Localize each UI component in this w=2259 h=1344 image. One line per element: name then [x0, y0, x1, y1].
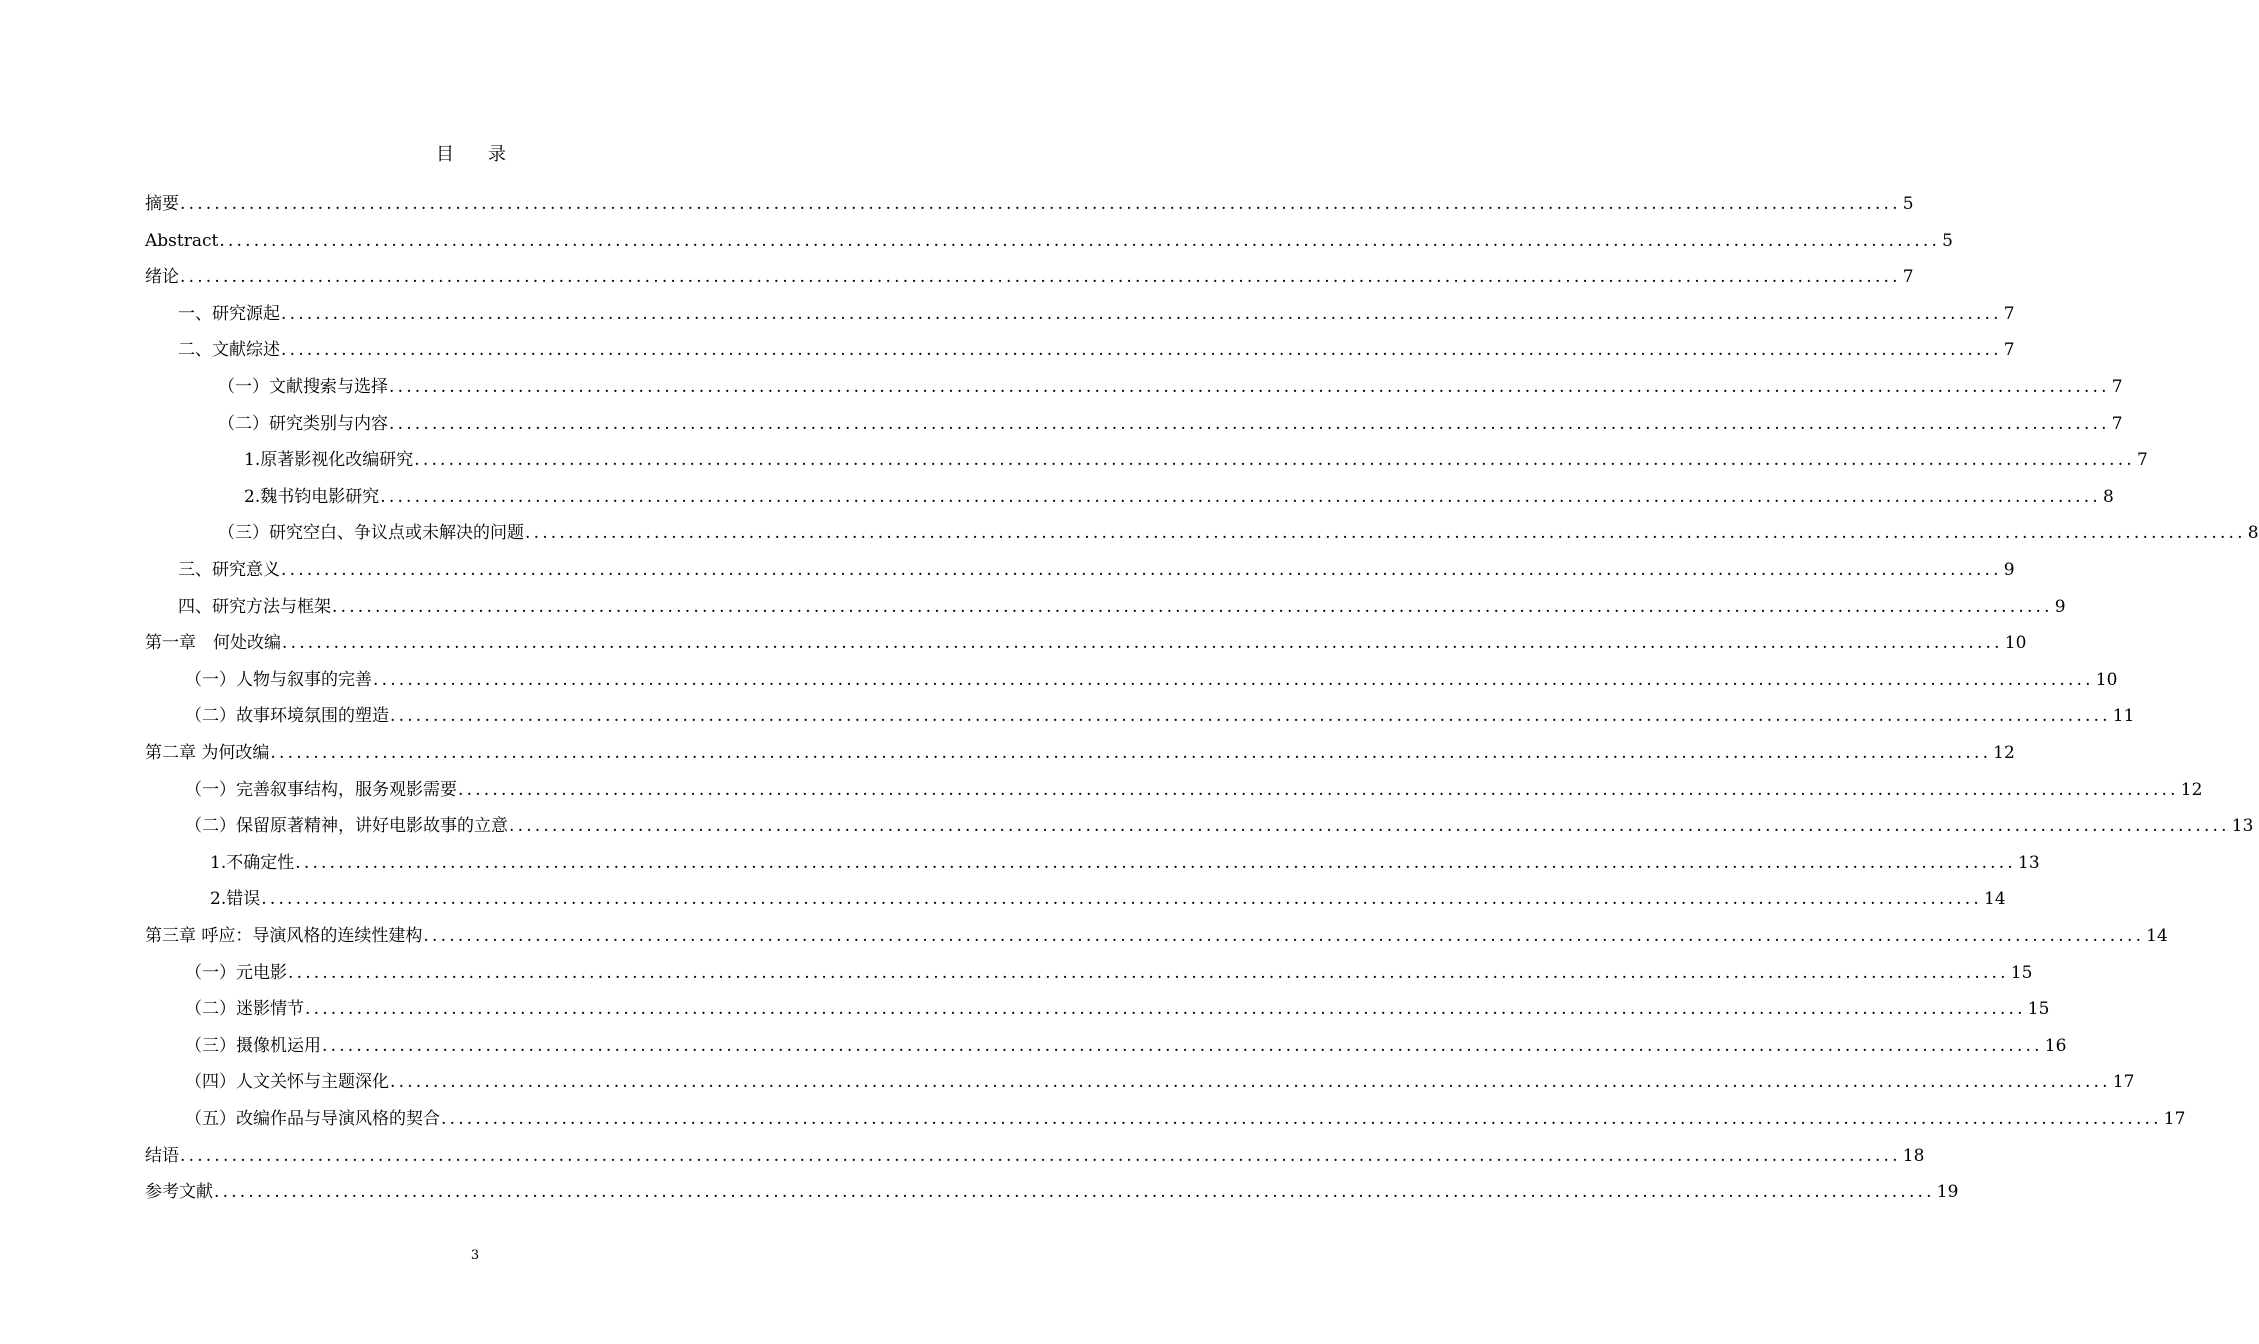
toc-entry-label: 参考文献	[145, 1182, 213, 1203]
toc-entry-label: 摘要	[145, 194, 179, 214]
toc-entry[interactable]	[218, 375, 2123, 399]
dot-leader: ........................................................................................................................................................................................................	[414, 450, 2135, 471]
toc-entry[interactable]	[178, 338, 2015, 362]
toc-entry-page-number: 15	[2027, 999, 2050, 1020]
dot-leader: ........................................................................................................................................................................................................	[219, 230, 1941, 251]
toc-entry-label: （二）故事环境氛围的塑造	[185, 706, 389, 727]
toc-entry-page-number: 10	[2095, 669, 2118, 690]
toc-entry[interactable]	[185, 1070, 2135, 1094]
toc-entry-label: （一）人物与叙事的完善	[185, 669, 372, 690]
toc-entry-label: Abstract	[145, 230, 219, 251]
toc-entry-page-number: 9	[2003, 560, 2015, 580]
dot-leader: ........................................................................................................................................................................................................	[180, 194, 1901, 214]
toc-entry-page-number: 17	[2112, 1072, 2135, 1093]
toc-entry-page-number: 12	[1993, 743, 2015, 763]
toc-entry-label: 结语	[145, 1145, 179, 1166]
toc-entry-label: 三、研究意义	[178, 560, 280, 580]
toc-entry-page-number: 10	[2004, 633, 2027, 654]
toc-entry-label: 第三章 呼应：导演风格的连续性建构	[145, 926, 423, 946]
toc-entry-page-number: 14	[2146, 926, 2168, 946]
dot-leader: ........................................................................................................................................................................................................	[380, 486, 2101, 507]
toc-entry-label: （一）完善叙事结构，服务观影需要	[185, 779, 457, 800]
dot-leader: ........................................................................................................................................................................................................	[282, 633, 2003, 654]
dot-leader: ........................................................................................................................................................................................................	[423, 926, 2145, 946]
dot-leader: ........................................................................................................................................................................................................	[281, 340, 2002, 361]
dot-leader: ........................................................................................................................................................................................................	[322, 1035, 2043, 1056]
dot-leader: ........................................................................................................................................................................................................	[441, 1109, 2162, 1129]
toc-entry-page-number: 7	[1902, 267, 1914, 288]
toc-entry[interactable]	[185, 997, 2050, 1021]
toc-entry[interactable]	[178, 302, 2015, 326]
toc-entry-label: 1.不确定性	[210, 852, 295, 873]
toc-entry-label: （一）文献搜索与选择	[218, 377, 388, 397]
dot-leader: ........................................................................................................................................................................................................	[214, 1182, 1935, 1203]
toc-entry-page-number: 18	[1902, 1145, 1925, 1166]
dot-leader: ........................................................................................................................................................................................................	[525, 523, 2246, 544]
toc-entry-label: 二、文献综述	[178, 340, 280, 361]
dot-leader: ........................................................................................................................................................................................................	[305, 999, 2026, 1020]
toc-entry-page-number: 8	[2247, 523, 2259, 544]
toc-entry[interactable]	[185, 1034, 2067, 1058]
toc-entry-page-number: 16	[2044, 1035, 2067, 1056]
page-number-footer: 3	[470, 1248, 480, 1263]
toc-entry-page-number: 12	[2180, 779, 2203, 800]
dot-leader: ........................................................................................................................................................................................................	[389, 413, 2110, 434]
toc-entry-page-number: 14	[1984, 889, 2006, 910]
toc-entry-label: （四）人文关怀与主题深化	[185, 1072, 389, 1093]
dot-leader: ........................................................................................................................................................................................................	[281, 560, 2002, 580]
dot-leader: ........................................................................................................................................................................................................	[295, 852, 2016, 873]
toc-entry[interactable]	[178, 558, 2015, 582]
toc-entry-label: 第一章 何处改编	[145, 633, 281, 654]
toc-entry[interactable]	[145, 1180, 1959, 1204]
toc-entry-label: 绪论	[145, 267, 179, 288]
dot-leader: ........................................................................................................................................................................................................	[332, 596, 2053, 617]
toc-entry[interactable]	[244, 448, 2148, 472]
toc-entry-label: （五）改编作品与导演风格的契合	[185, 1109, 440, 1129]
dot-leader: ........................................................................................................................................................................................................	[180, 1145, 1901, 1166]
toc-entry-label: （三）摄像机运用	[185, 1035, 321, 1056]
toc-entry-page-number: 5	[1902, 194, 1914, 214]
toc-entry-page-number: 7	[2137, 450, 2148, 471]
toc-entry-page-number: 15	[2010, 962, 2033, 983]
toc-entry-page-number: 7	[2003, 340, 2015, 361]
toc-entry-label: 1.原著影视化改编研究	[244, 450, 414, 471]
toc-entry-label: 2.魏书钧电影研究	[244, 486, 380, 507]
toc-entry[interactable]	[218, 521, 2259, 545]
toc-entry[interactable]	[145, 631, 2027, 655]
toc-entry[interactable]	[145, 924, 2168, 948]
dot-leader: ........................................................................................................................................................................................................	[389, 377, 2110, 397]
toc-entry[interactable]	[218, 412, 2123, 436]
dot-leader: ........................................................................................................................................................................................................	[458, 779, 2179, 800]
toc-entry[interactable]	[185, 1107, 2186, 1131]
toc-entry-page-number: 7	[2111, 377, 2123, 397]
toc-entry-page-number: 13	[2231, 816, 2254, 837]
toc-entry-page-number: 8	[2103, 486, 2114, 507]
toc-entry-label: 第二章 为何改编	[145, 743, 270, 763]
dot-leader: ........................................................................................................................................................................................................	[270, 743, 1992, 763]
toc-entry-label: 2.错误	[210, 889, 261, 910]
toc-entry-page-number: 11	[2112, 706, 2135, 727]
toc-entry[interactable]	[244, 485, 2114, 509]
dot-leader: ........................................................................................................................................................................................................	[261, 889, 1982, 910]
toc-entry[interactable]	[210, 851, 2040, 875]
dot-leader: ........................................................................................................................................................................................................	[288, 962, 2009, 983]
toc-entry[interactable]	[145, 1144, 1925, 1168]
dot-leader: ........................................................................................................................................................................................................	[180, 267, 1901, 288]
toc-entry[interactable]	[185, 668, 2118, 692]
toc-entry-page-number: 17	[2163, 1109, 2186, 1129]
toc-entry[interactable]	[145, 229, 1953, 253]
toc-entry-label: 一、研究源起	[178, 303, 280, 324]
toc-title: 目 录	[436, 144, 514, 165]
dot-leader: ........................................................................................................................................................................................................	[390, 706, 2111, 727]
toc-entry-label: （三）研究空白、争议点或未解决的问题	[218, 523, 524, 544]
toc-entry-label: （二）保留原著精神，讲好电影故事的立意	[185, 816, 508, 837]
dot-leader: ........................................................................................................................................................................................................	[281, 303, 2002, 324]
toc-entry-page-number: 5	[1942, 230, 1953, 251]
toc-entry-label: （一）元电影	[185, 962, 287, 983]
toc-entry[interactable]	[185, 704, 2135, 728]
toc-entry-label: （二）迷影情节	[185, 999, 304, 1020]
toc-entry[interactable]	[145, 192, 1914, 216]
toc-entry-page-number: 13	[2018, 852, 2040, 873]
toc-entry[interactable]	[185, 778, 2203, 802]
toc-entry[interactable]	[185, 814, 2254, 838]
toc-entry-page-number: 9	[2054, 596, 2066, 617]
toc-entry[interactable]	[145, 265, 1914, 289]
toc-entry[interactable]	[210, 887, 2006, 911]
toc-entry[interactable]	[185, 961, 2033, 985]
toc-entry-label: 四、研究方法与框架	[178, 596, 331, 617]
toc-entry[interactable]	[178, 595, 2066, 619]
toc-entry-page-number: 19	[1936, 1182, 1959, 1203]
toc-entry[interactable]	[145, 741, 2015, 765]
dot-leader: ........................................................................................................................................................................................................	[390, 1072, 2111, 1093]
toc-entry-page-number: 7	[2003, 303, 2015, 324]
toc-entry-label: （二）研究类别与内容	[218, 413, 388, 434]
toc-entry-page-number: 7	[2111, 413, 2123, 434]
dot-leader: ........................................................................................................................................................................................................	[373, 669, 2094, 690]
dot-leader: ........................................................................................................................................................................................................	[509, 816, 2230, 837]
